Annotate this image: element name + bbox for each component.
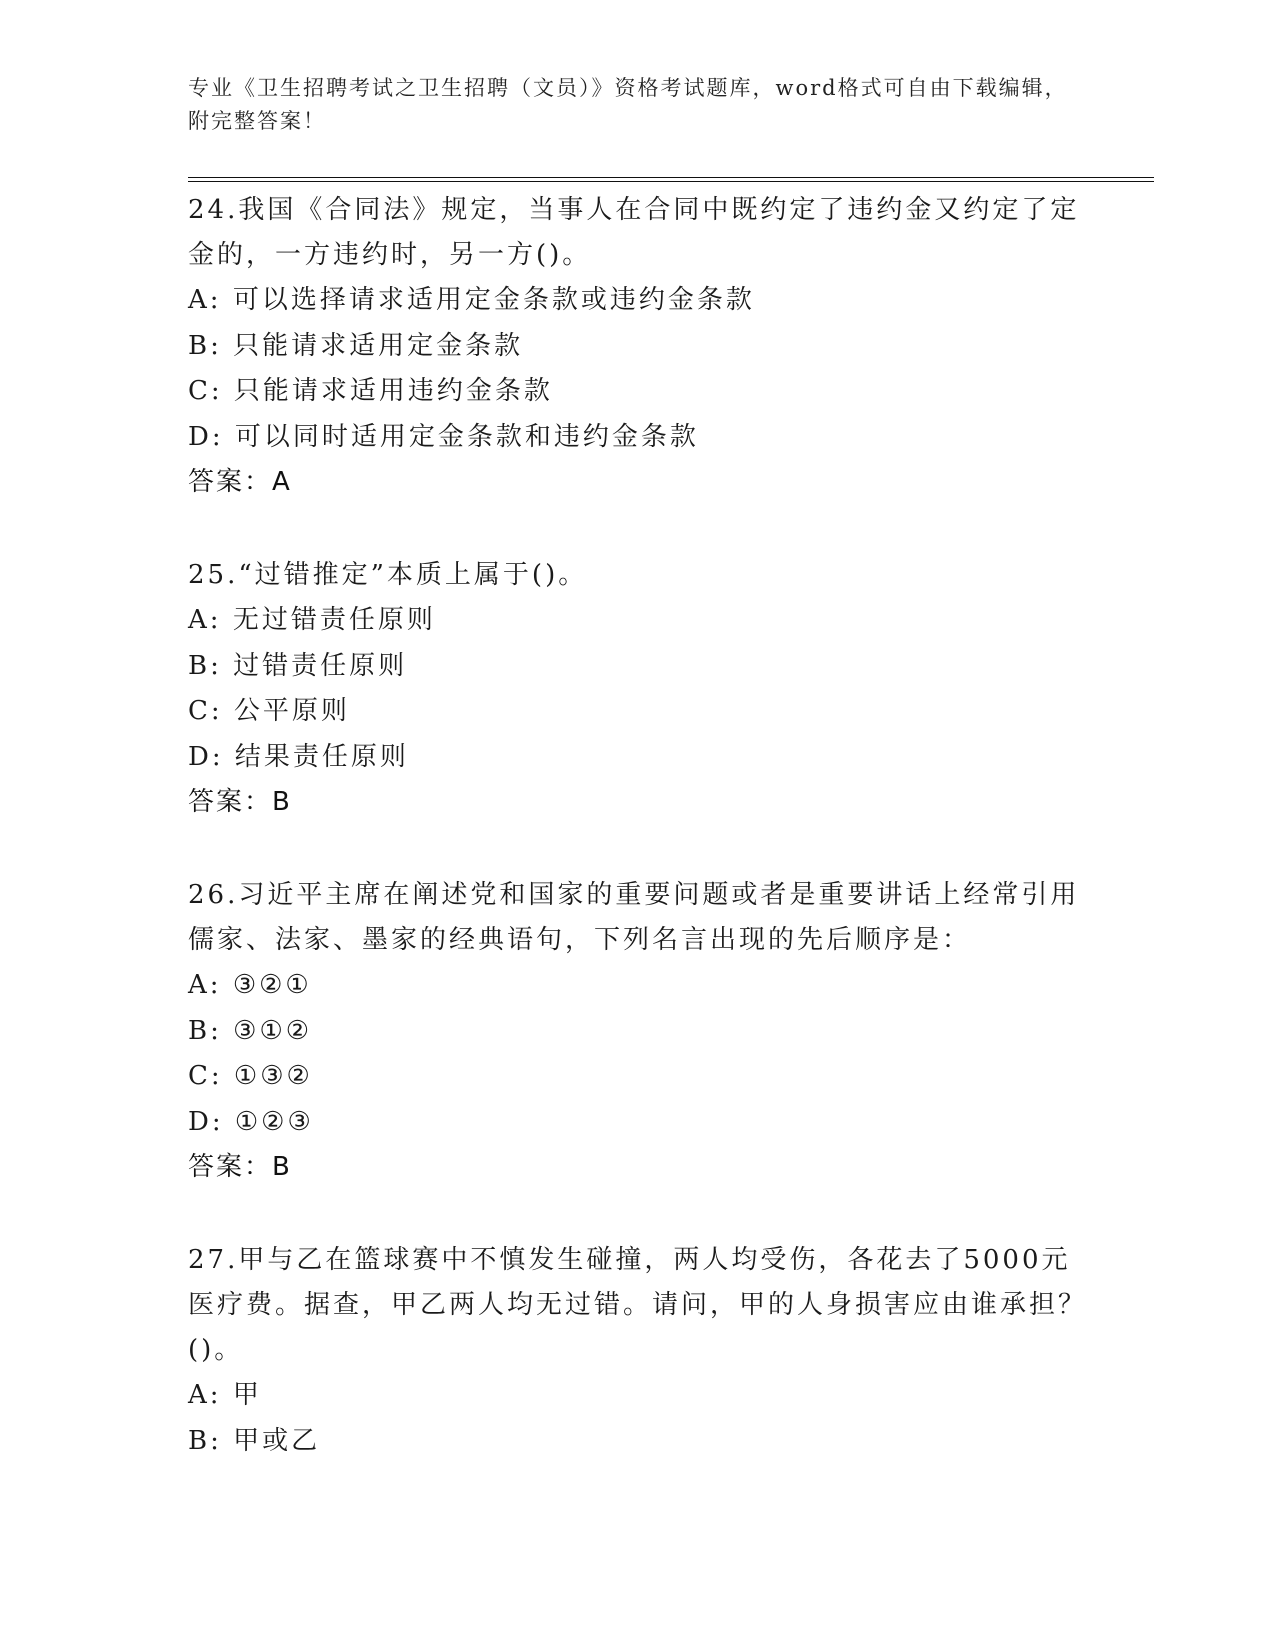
option-b xyxy=(188,644,1088,690)
option-d xyxy=(188,415,1088,461)
question-stem: 26.习近平主席在阐述党和国家的重要问题或者是重要讲话上经常引用儒家、法家、墨家的经典语句，下列名言出现的先后顺序是： xyxy=(188,880,1080,955)
question-27 xyxy=(188,1238,1088,1464)
option-text: ①③② xyxy=(233,1061,313,1091)
option-b xyxy=(188,1419,1088,1465)
option-c xyxy=(188,1054,1088,1100)
option-text: 可以选择请求适用定金条款或违约金条款 xyxy=(232,285,755,315)
option-letter: A: xyxy=(188,970,222,1000)
option-a xyxy=(188,278,1088,324)
option-letter: B: xyxy=(188,1015,222,1046)
question-list xyxy=(188,188,1088,1512)
option-text: 甲或乙 xyxy=(233,1425,321,1456)
option-text: 只能请求适用违约金条款 xyxy=(233,376,553,406)
option-text: ③②① xyxy=(232,970,312,1000)
option-letter: B: xyxy=(188,1425,222,1456)
option-letter: A: xyxy=(188,285,222,315)
option-a xyxy=(188,598,1088,644)
option-text: 无过错责任原则 xyxy=(232,605,436,635)
page-header: 专业《卫生招聘考试之卫生招聘（文员）》资格考试题库，word格式可自由下载编辑，附完整答案！ xyxy=(188,76,1068,133)
option-letter: B: xyxy=(188,650,222,681)
question-stem: 24.我国《合同法》规定，当事人在合同中既约定了违约金又约定了定金的，一方违约时，另一方()。 xyxy=(188,195,1080,270)
option-text: 过错责任原则 xyxy=(233,650,408,681)
option-d xyxy=(188,1100,1088,1146)
option-letter: C: xyxy=(188,376,223,406)
option-letter: B: xyxy=(188,330,222,361)
option-c xyxy=(188,369,1088,415)
option-letter: D: xyxy=(188,421,224,452)
option-text: ①②③ xyxy=(234,1106,314,1137)
option-text: 结果责任原则 xyxy=(234,741,409,772)
option-a xyxy=(188,963,1088,1009)
option-letter: D: xyxy=(188,1106,224,1137)
option-b xyxy=(188,1009,1088,1055)
question-stem: 27.甲与乙在篮球赛中不慎发生碰撞，两人均受伤，各花去了5000元医疗费。据查，甲乙两人均无过错。请问，甲的人身损害应由谁承担？()。 xyxy=(188,1245,1088,1365)
question-25 xyxy=(188,553,1088,825)
answer-label: 答案：A xyxy=(188,467,292,497)
option-a xyxy=(188,1373,1088,1419)
option-text: 公平原则 xyxy=(233,696,350,726)
header-divider-top xyxy=(188,177,1154,178)
option-b xyxy=(188,324,1088,370)
option-letter: D: xyxy=(188,741,224,772)
question-24 xyxy=(188,188,1088,505)
question-stem: 25.“过错推定”本质上属于()。 xyxy=(188,560,588,590)
answer-label: 答案：B xyxy=(188,1152,292,1182)
question-26 xyxy=(188,873,1088,1190)
option-letter: C: xyxy=(188,1061,223,1091)
option-letter: C: xyxy=(188,696,223,726)
option-c xyxy=(188,689,1088,735)
option-d xyxy=(188,735,1088,781)
option-letter: A: xyxy=(188,605,222,635)
answer-label: 答案：B xyxy=(188,787,292,817)
option-text: 只能请求适用定金条款 xyxy=(233,330,524,361)
option-letter: A: xyxy=(188,1380,222,1410)
header-divider-bottom xyxy=(188,181,1154,182)
option-text: 甲 xyxy=(232,1380,262,1410)
option-text: ③①② xyxy=(233,1015,313,1046)
option-text: 可以同时适用定金条款和违约金条款 xyxy=(234,421,699,452)
